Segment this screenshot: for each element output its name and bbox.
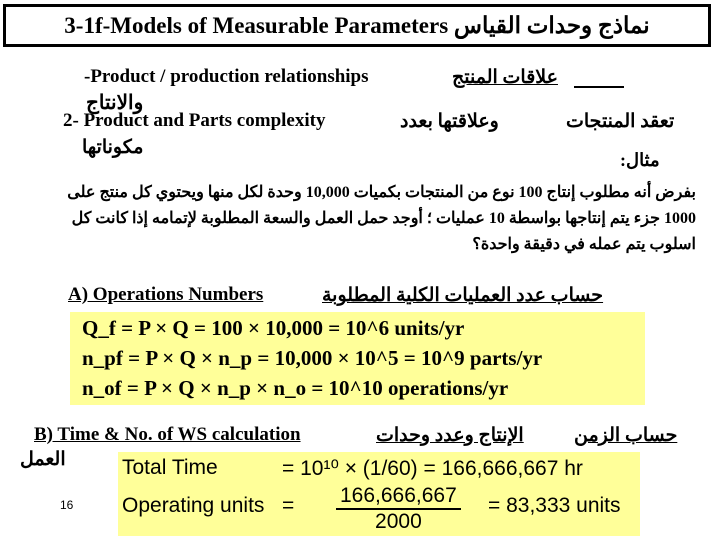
relationships-heading-ar: علاقات المنتج (452, 67, 558, 88)
fraction-denominator: 2000 (375, 510, 422, 533)
total-time-label: Total Time (122, 456, 218, 479)
equations-box (70, 312, 645, 405)
operating-units-label: Operating units (122, 494, 265, 517)
equation-nof: n_of = P × Q × n_p × n_o = 10^10 operations/yr (82, 376, 509, 400)
calculation-box (118, 452, 640, 536)
components-word-ar: مكوناتها (82, 137, 144, 158)
operating-units-result: = 83,333 units (488, 494, 621, 517)
section-b-heading-en: B) Time & No. of WS calculation (34, 424, 301, 445)
section-b-heading-ar: الإنتاج وعدد وحدات (376, 425, 524, 446)
page-number: 16 (60, 498, 74, 512)
section-a-heading-ar: حساب عدد العمليات الكلية المطلوبة (322, 285, 604, 306)
operating-units-fraction (336, 484, 461, 534)
example-label: مثال: (620, 150, 660, 170)
relationships-heading-en: -Product / production relationships (84, 66, 369, 87)
section-a-heading-en: A) Operations Numbers (68, 284, 264, 305)
problem-line-1: بفرض أنه مطلوب إنتاج 100 نوع من المنتجات بكميات 10,000 وحدة لكل منها ويحتوي كل منتج على (67, 184, 696, 201)
fraction-numerator: 166,666,667 (336, 484, 461, 510)
section-b-heading-ar-right: حساب الزمن (574, 425, 678, 446)
complexity-heading-ar: وعلاقتها بعدد (400, 111, 499, 132)
slide-title: 3-1f-Models of Measurable Parameters نماذج وحدات القياس (3, 4, 711, 47)
production-word-ar: والانتاج (86, 92, 144, 114)
equation-qf: Q_f = P × Q = 100 × 10,000 = 10^6 units/yr (82, 316, 465, 340)
total-time-expression: = 10¹⁰ × (1/60) = 166,666,667 hr (282, 457, 583, 480)
problem-line-2: 1000 جزء يتم إنتاجها بواسطة 10 عمليات ؛ أوجد حمل العمل والسعة المطلوبة لإتمامه إذا كانت كل (71, 210, 696, 227)
equals-sign: = (282, 494, 295, 517)
section-b-heading-ar-line2: العمل (20, 449, 66, 470)
product-complexity-ar: تعقد المنتجات (566, 111, 675, 132)
equation-npf: n_pf = P × Q × n_p = 10,000 × 10^5 = 10^9 parts/yr (82, 346, 543, 370)
complexity-heading-en: 2- Product and Parts complexity (63, 110, 326, 131)
problem-line-3: اسلوب يتم عمله في دقيقة واحدة؟ (472, 236, 696, 253)
heading-underline (574, 86, 624, 88)
